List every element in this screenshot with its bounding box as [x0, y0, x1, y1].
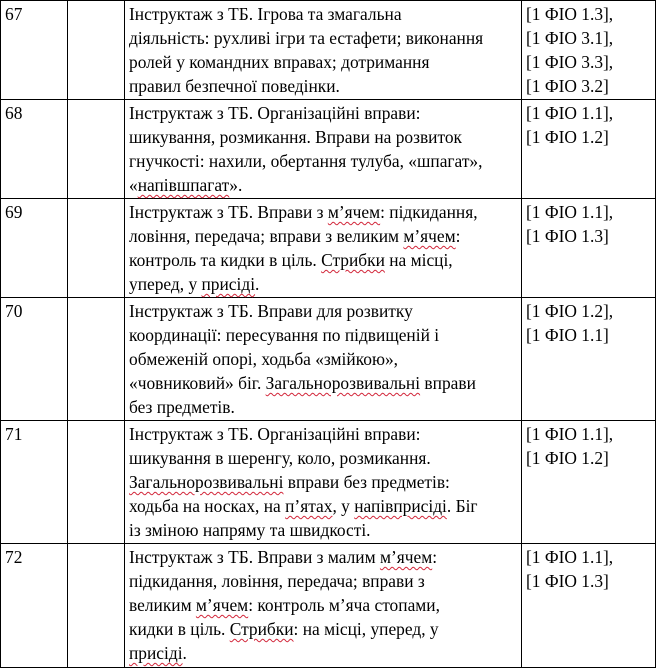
outcome-code: [1 ФІО 3.3], [526, 52, 614, 72]
table-row [1, 1, 656, 100]
topic-line: підкидання, ловіння, передача; вправи з [129, 571, 425, 591]
topic-line: шикування в шеренгу, коло, розмикання. [129, 448, 431, 468]
lesson-number-cell [1, 1, 68, 100]
spellcheck-word: напівшпагат [137, 175, 230, 195]
spellcheck-word: Загальнорозвивальні [265, 373, 421, 393]
lesson-number-cell [1, 544, 68, 668]
topic-line: Інструктаж з ТБ. Вправи для розвитку [129, 301, 413, 321]
outcome-codes-cell [522, 1, 656, 100]
lesson-topic-cell [125, 421, 522, 544]
topic-line: уперед, у присіді. [129, 274, 260, 294]
date-cell [68, 544, 125, 668]
topic-line: Інструктаж з ТБ. Організаційні вправи: [129, 103, 421, 123]
date-cell [68, 298, 125, 421]
topic-line: шикування, розмикання. Вправи на розвиток [129, 127, 462, 147]
topic-line: великим м’ячем: контроль м’яча стопами, [129, 595, 440, 615]
lesson-number: 70 [5, 301, 23, 321]
lesson-topic-cell [125, 544, 522, 668]
topic-line: діяльність: рухливі ігри та естафети; виконання [129, 28, 484, 48]
outcome-code: [1 ФІО 1.1] [526, 325, 609, 345]
table-row [1, 100, 656, 199]
spellcheck-word: п’ятах [285, 496, 333, 516]
table-row [1, 421, 656, 544]
lesson-number-cell [1, 100, 68, 199]
table-row [1, 199, 656, 298]
lesson-number: 68 [5, 103, 23, 123]
topic-line: «напівшпагат». [129, 175, 243, 195]
spellcheck-word: м’ячем [327, 202, 381, 222]
topic-line: Загальнорозвивальні вправи без предметів: [129, 472, 450, 492]
outcome-code: [1 ФІО 3.1], [526, 28, 614, 48]
topic-line: Інструктаж з ТБ. Вправи з малим м’ячем: [129, 547, 438, 567]
lesson-number: 72 [5, 547, 23, 567]
outcome-code: [1 ФІО 1.3] [526, 571, 609, 591]
lesson-number: 71 [5, 424, 23, 444]
date-cell [68, 100, 125, 199]
outcome-codes-cell [522, 421, 656, 544]
outcome-codes-cell [522, 298, 656, 421]
table-row [1, 298, 656, 421]
outcome-code: [1 ФІО 1.2] [526, 448, 609, 468]
outcome-code: [1 ФІО 1.3], [526, 4, 614, 24]
spellcheck-word: м’ячем [195, 595, 249, 615]
spellcheck-word: присіді [201, 274, 256, 294]
spellcheck-word: м’ячем [403, 226, 456, 246]
spellcheck-word: Загальнорозвивальні [129, 472, 284, 492]
topic-line: координації: пересування по підвищеній і [129, 325, 440, 345]
outcome-code: [1 ФІО 1.1], [526, 103, 614, 123]
topic-line: без предметів. [129, 397, 235, 417]
outcome-code: [1 ФІО 1.1], [526, 424, 614, 444]
date-cell [68, 1, 125, 100]
topic-line: правил безпечної поведінки. [129, 76, 340, 96]
date-cell [68, 421, 125, 544]
topic-line: ролей у командних вправах; дотримання [129, 52, 430, 72]
topic-line: Інструктаж з ТБ. Ігрова та змагальна [129, 4, 402, 24]
spellcheck-word: Стрибки [321, 250, 385, 270]
topic-line: гнучкості: нахили, обертання тулуба, «шпагат», [129, 151, 483, 171]
spellcheck-word: присіді [129, 643, 183, 663]
topic-line: контроль та кидки в ціль. Стрибки на місці, [129, 250, 453, 270]
topic-line: із зміною напряму та швидкості. [129, 520, 371, 540]
lesson-number: 69 [5, 202, 23, 222]
outcome-code: [1 ФІО 1.1], [526, 202, 614, 222]
outcome-codes-cell [522, 100, 656, 199]
outcome-code: [1 ФІО 1.1], [526, 547, 614, 567]
lesson-topic-cell [125, 1, 522, 100]
lesson-number-cell [1, 421, 68, 544]
topic-line: Інструктаж з ТБ. Організаційні вправи: [129, 424, 421, 444]
topic-line: ходьба на носках, на п’ятах, у напівприсіді. Біг [129, 496, 478, 516]
date-cell [68, 199, 125, 298]
lesson-topic-cell [125, 298, 522, 421]
lesson-number-cell [1, 298, 68, 421]
topic-line: Інструктаж з ТБ. Вправи з м’ячем: підкидання, [129, 202, 478, 222]
table-row [1, 544, 656, 668]
topic-line: присіді. [129, 643, 187, 663]
spellcheck-word: м’ячем [379, 547, 433, 567]
lesson-number-cell [1, 199, 68, 298]
lesson-topic-cell [125, 199, 522, 298]
topic-line: «човниковий» біг. Загальнорозвивальні вправи [129, 373, 476, 393]
lesson-number: 67 [5, 4, 23, 24]
outcome-code: [1 ФІО 1.2] [526, 127, 609, 147]
outcome-codes-cell [522, 544, 656, 668]
lesson-topic-cell [125, 100, 522, 199]
topic-line: кидки в ціль. Стрибки: на місці, уперед, у [129, 619, 439, 639]
topic-line: обмеженій опорі, ходьба «змійкою», [129, 349, 398, 369]
outcome-code: [1 ФІО 3.2] [526, 76, 609, 96]
spellcheck-word: Стрибки [229, 619, 294, 639]
spellcheck-word: напівприсіді [354, 496, 447, 516]
outcome-code: [1 ФІО 1.2], [526, 301, 614, 321]
topic-line: ловіння, передача; вправи з великим м’ячем: [129, 226, 461, 246]
outcome-code: [1 ФІО 1.3] [526, 226, 609, 246]
outcome-codes-cell [522, 199, 656, 298]
